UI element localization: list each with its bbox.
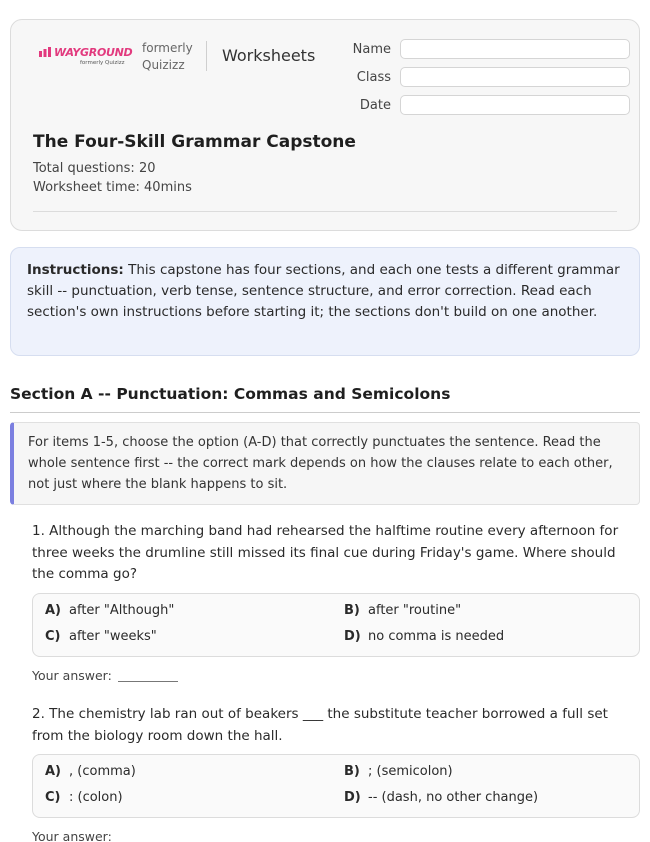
- logo-subtext: formerly Quizizz: [80, 60, 125, 66]
- wayground-logo: [38, 45, 133, 69]
- answer-label: Your answer:: [32, 668, 112, 683]
- name-field[interactable]: [400, 39, 630, 59]
- question-1-answer: [32, 668, 178, 683]
- logo-bars-icon: [39, 47, 53, 57]
- option-letter: A): [45, 603, 62, 618]
- class-field[interactable]: [400, 67, 630, 87]
- date-label: Date: [359, 98, 391, 113]
- question-2: 2. The chemistry lab ran out of beakers ___ the substitute teacher borrowed a full set from the biology room down the hall.: [32, 706, 608, 744]
- question-2-options: [32, 754, 640, 818]
- date-field[interactable]: [400, 95, 630, 115]
- section-rule: [10, 412, 640, 413]
- option-text: after "Although": [69, 603, 175, 618]
- instructions-label: Instructions:: [27, 262, 124, 278]
- option-d[interactable]: [344, 629, 504, 644]
- answer-label: Your answer:: [32, 829, 112, 842]
- option-letter: C): [45, 790, 61, 805]
- option-text: ; (semicolon): [368, 764, 453, 779]
- header-divider: [206, 41, 207, 71]
- option-text: after "routine": [368, 603, 462, 618]
- worksheet-header: [10, 19, 640, 231]
- question-2-answer: [32, 829, 178, 842]
- option-a[interactable]: [45, 764, 136, 779]
- header-rule: [33, 211, 617, 212]
- option-b[interactable]: [344, 603, 461, 618]
- worksheets-label: Worksheets: [222, 46, 316, 65]
- formerly-quizizz-text: formerly Quizizz: [142, 41, 193, 72]
- option-b[interactable]: [344, 764, 453, 779]
- worksheet-title: The Four-Skill Grammar Capstone: [33, 132, 356, 152]
- logo-wordmark: WAYGROUND: [54, 46, 133, 59]
- option-letter: B): [344, 764, 360, 779]
- option-c[interactable]: [45, 629, 157, 644]
- option-text: no comma is needed: [368, 629, 505, 644]
- option-letter: A): [45, 764, 62, 779]
- option-text: after "weeks": [69, 629, 157, 644]
- class-label: Class: [356, 70, 391, 85]
- section-a-title: Section A -- Punctuation: Commas and Semicolons: [10, 385, 451, 403]
- instructions-text: This capstone has four sections, and each one tests a different grammar skill -- punctuation, verb tense, sentence structure, and error correction. Read each section's own instructions before starting it; the sections don't build on one another.: [27, 262, 620, 320]
- question-1-options: [32, 593, 640, 657]
- section-a-note: For items 1-5, choose the option (A-D) that correctly punctuates the sentence. Read the whole sentence first -- the correct mark depends on how the clauses relate to each other, not just where the blank happens to sit.: [10, 422, 640, 505]
- option-a[interactable]: [45, 603, 174, 618]
- total-questions: Total questions: 20: [33, 161, 156, 176]
- option-d[interactable]: [344, 790, 538, 805]
- question-1: 1. Although the marching band had rehearsed the halftime routine every afternoon for three weeks the drumline still missed its final cue during Friday's game. Where should the comma go?: [32, 523, 619, 582]
- option-text: -- (dash, no other change): [368, 790, 539, 805]
- name-label: Name: [352, 42, 391, 57]
- worksheet-time: Worksheet time: 40mins: [33, 180, 192, 195]
- option-letter: D): [344, 629, 361, 644]
- option-letter: B): [344, 603, 360, 618]
- option-text: : (colon): [69, 790, 123, 805]
- option-text: , (comma): [69, 764, 136, 779]
- option-letter: C): [45, 629, 61, 644]
- option-letter: D): [344, 790, 361, 805]
- option-c[interactable]: [45, 790, 123, 805]
- instructions-box: [10, 247, 640, 356]
- answer-blank[interactable]: [118, 681, 178, 682]
